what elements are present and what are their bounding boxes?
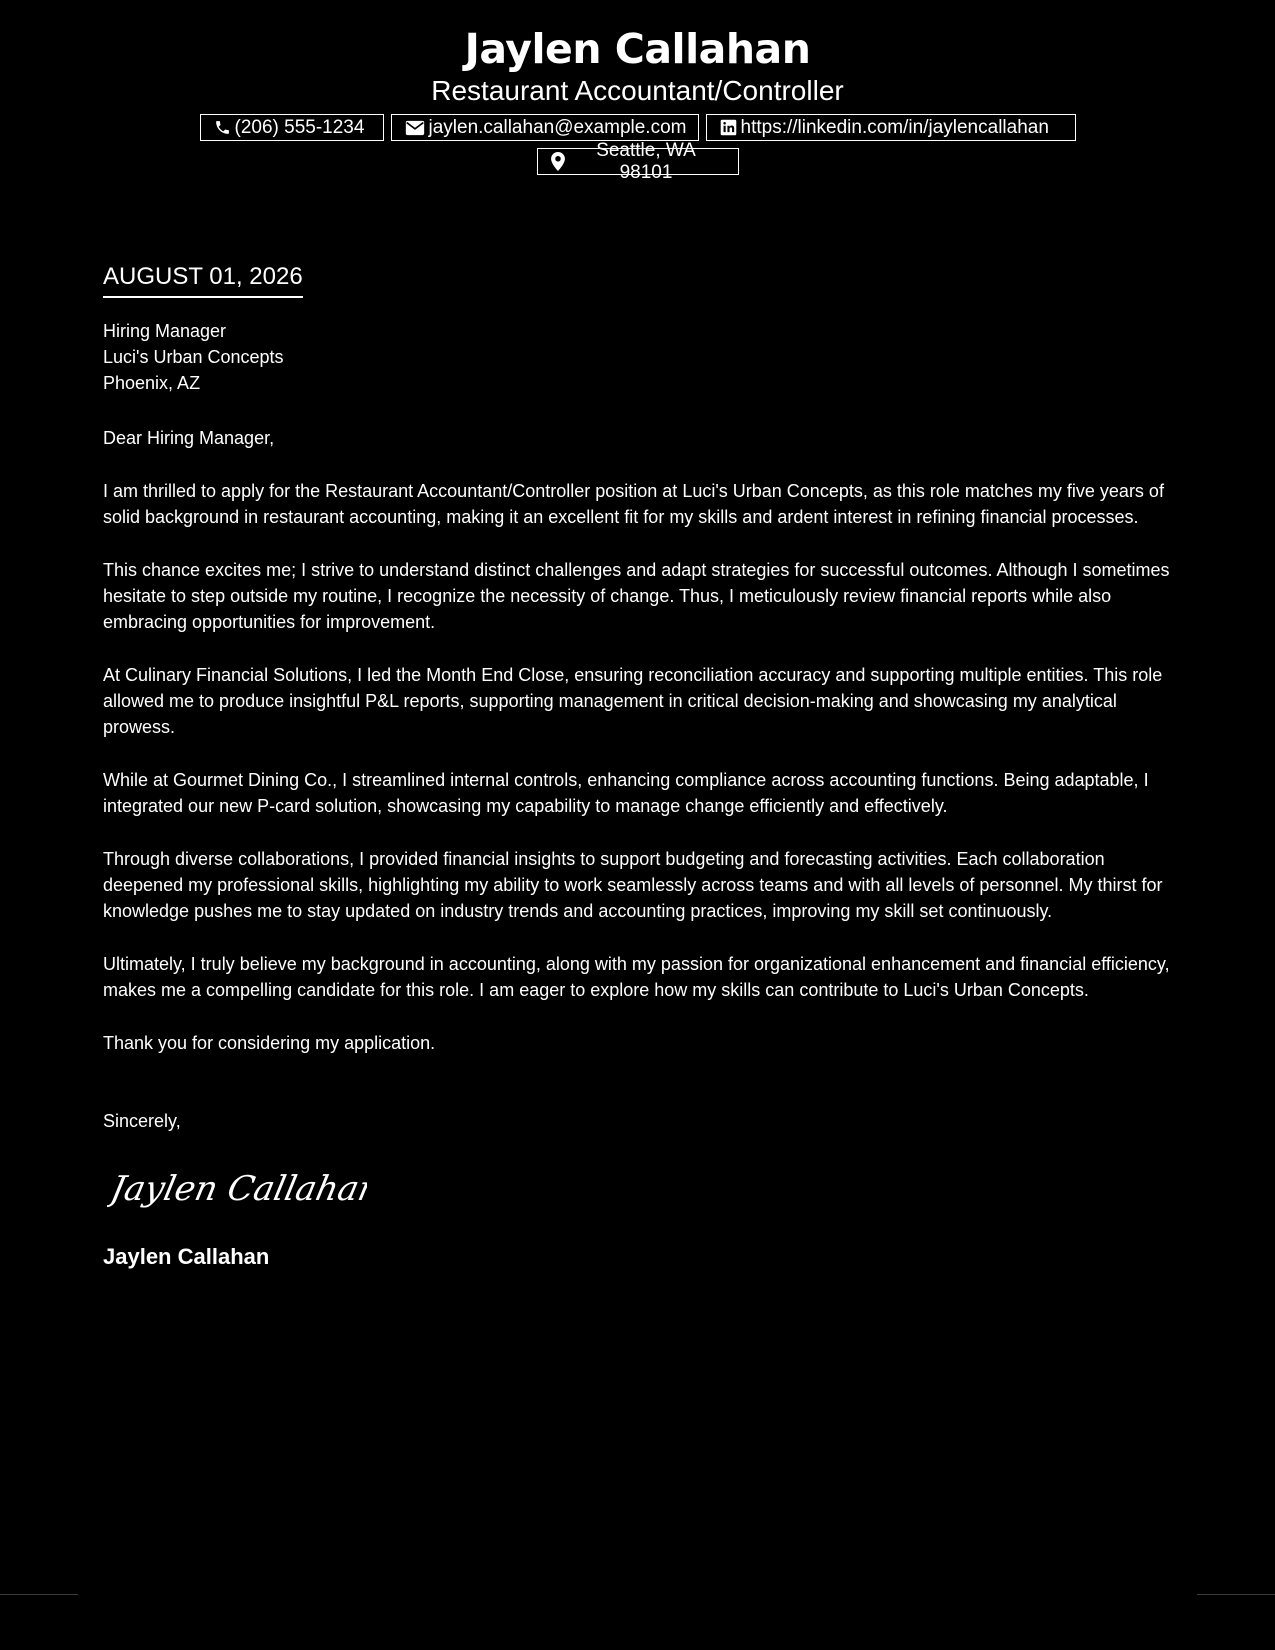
recipient-location: Phoenix, AZ xyxy=(103,373,201,393)
signature-script: Jaylen Callahan xyxy=(107,1169,367,1209)
envelope-icon xyxy=(405,120,425,136)
applicant-role: Restaurant Accountant/Controller xyxy=(431,75,844,106)
footer-divider-right xyxy=(1197,1594,1275,1595)
location-text: Seattle, WA 98101 xyxy=(596,139,696,183)
contact-row-2 xyxy=(0,139,1275,183)
letter-body xyxy=(103,262,1178,1271)
paragraph: This chance excites me; I strive to understand distinct challenges and adapt strategies for successful outcomes. Although I sometimes hesitate to step outside my routine, I recognize the necessity of change. Thus, I meticulously review financial reports while also embracing opportunities for improvement. xyxy=(103,560,1170,632)
linkedin-chip[interactable] xyxy=(706,114,1076,141)
paragraph-thanks: Thank you for considering my application. xyxy=(103,1033,436,1053)
letter-date: AUGUST 01, 2026 xyxy=(103,262,303,298)
paragraph: I am thrilled to apply for the Restaurant Accountant/Controller position at Luci's Urban Concepts, as this role matches my five years of solid background in restaurant accounting, making it an excellent fit for my skills and ardent interest in refining financial processes. xyxy=(103,481,1164,527)
location-chip[interactable] xyxy=(537,139,739,183)
signed-name: Jaylen Callahan xyxy=(103,1244,270,1269)
signature-image xyxy=(107,1162,367,1218)
email-chip[interactable] xyxy=(391,114,699,141)
closing: Sincerely, xyxy=(103,1111,181,1131)
phone-text: (206) 555-1234 xyxy=(234,116,365,138)
paragraph: While at Gourmet Dining Co., I streamlined internal controls, enhancing compliance across accounting functions. Being adaptable, I integrated our new P-card solution, showcasing my capability to manage change efficiently and effectively. xyxy=(103,770,1149,816)
paragraph: At Culinary Financial Solutions, I led the Month End Close, ensuring reconciliation accuracy and supporting multiple entities. This role allowed me to produce insightful P&L reports, supporting management in critical decision-making and showcasing my analytical prowess. xyxy=(103,665,1163,737)
paragraph: Ultimately, I truly believe my background in accounting, along with my passion for organizational enhancement and financial efficiency, makes me a compelling candidate for this role. I am eager to explore how my skills can contribute to Luci's Urban Concepts. xyxy=(103,954,1170,1000)
salutation: Dear Hiring Manager, xyxy=(103,428,275,448)
email-text: jaylen.callahan@example.com xyxy=(428,116,687,138)
linkedin-text: https://linkedin.com/in/jaylencallahan xyxy=(740,116,1049,138)
recipient-title: Hiring Manager xyxy=(103,321,227,341)
paragraph: Through diverse collaborations, I provided financial insights to support budgeting and forecasting activities. Each collaboration deepened my professional skills, highlighting my ability to work seamlessly across teams and with all levels of personnel. My thirst for knowledge pushes me to stay updated on industry trends and accounting practices, improving my skill set continuously. xyxy=(103,849,1163,921)
recipient-company: Luci's Urban Concepts xyxy=(103,347,284,367)
linkedin-icon xyxy=(720,119,737,136)
phone-icon xyxy=(214,119,231,136)
contact-row xyxy=(0,114,1275,141)
map-pin-icon xyxy=(551,152,565,171)
recipient-block xyxy=(103,318,1178,396)
footer-divider-left xyxy=(0,1594,78,1595)
applicant-name: Jaylen Callahan xyxy=(464,25,811,73)
phone-chip[interactable] xyxy=(200,114,384,141)
letter-header xyxy=(0,22,1275,182)
